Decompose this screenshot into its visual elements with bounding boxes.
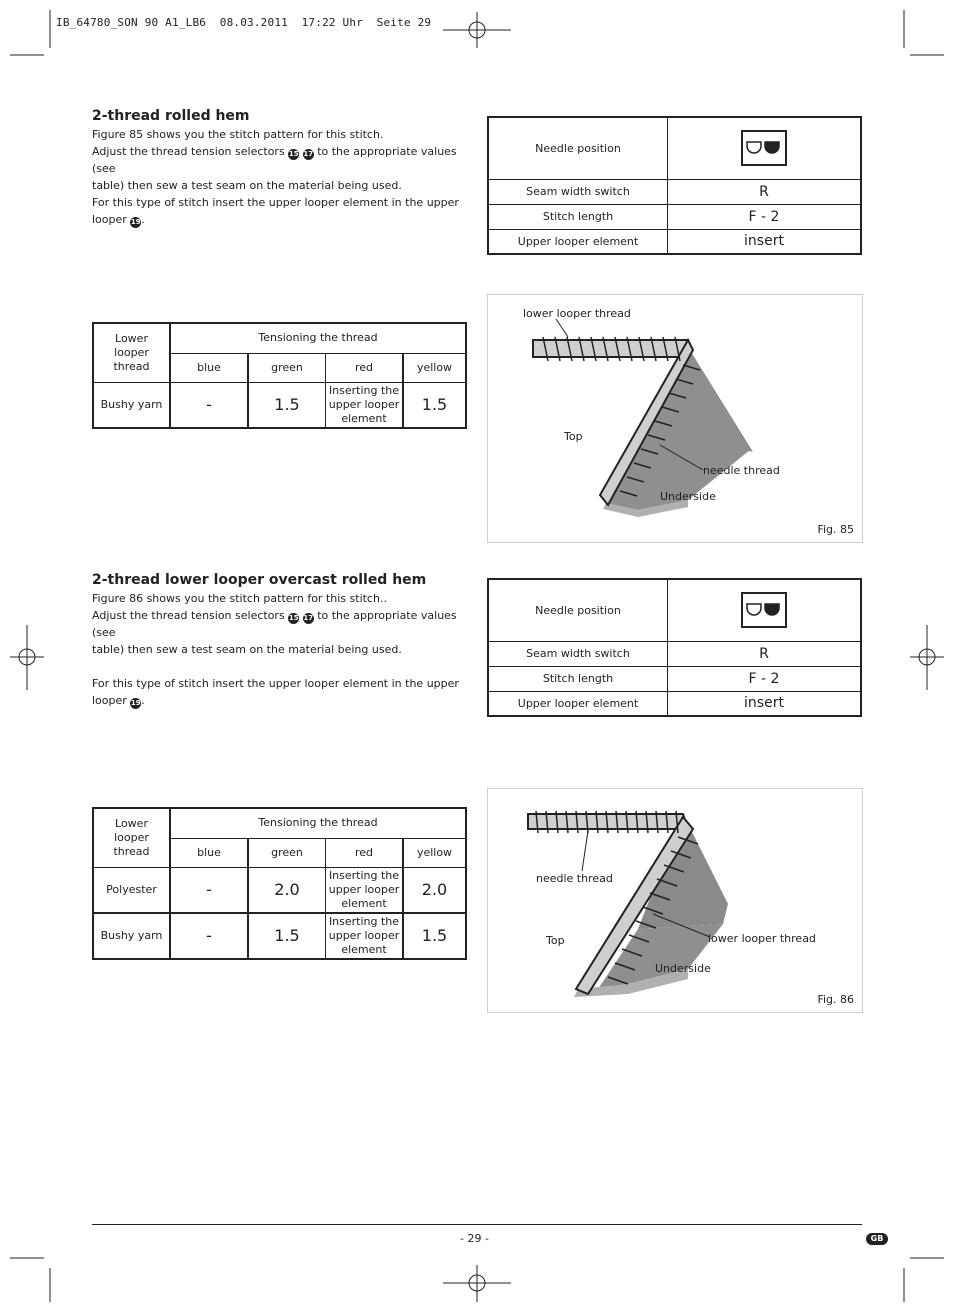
marker-17-icon: 17 xyxy=(303,614,314,622)
settings-table-2 xyxy=(487,578,862,717)
registration-mark-icon xyxy=(910,625,944,690)
needle-position-label: Needle position xyxy=(488,117,668,179)
col-red: red xyxy=(326,838,404,867)
section2-line1: Figure 86 shows you the stitch pattern for this stitch.. xyxy=(92,592,387,605)
upper-looper-label: Upper looper element xyxy=(488,691,668,716)
label-lower-looper-thread: lower looper thread xyxy=(523,307,631,320)
cell-blue: - xyxy=(170,382,248,428)
section2-title: 2-thread lower looper overcast rolled hem xyxy=(92,572,427,588)
row-name: Bushy yarn xyxy=(93,382,170,428)
seam-width-label: Seam width switch xyxy=(488,179,668,204)
seam-width-value: R xyxy=(668,641,862,666)
upper-looper-value: insert xyxy=(668,691,862,716)
marker-15-icon: 15 xyxy=(288,150,299,158)
label-underside: Underside xyxy=(655,962,711,975)
col-yellow: yellow xyxy=(403,838,466,867)
registration-mark-icon xyxy=(443,12,511,48)
table-row xyxy=(93,382,466,428)
cell-green: 1.5 xyxy=(248,913,326,959)
section2-line4: For this type of stitch insert the upper looper element in the upper looper 19. xyxy=(92,677,459,707)
section2-line2: Adjust the thread tension selectors 15 17 to the appropriate values (see xyxy=(92,609,457,639)
marker-17-icon: 17 xyxy=(303,150,314,158)
registration-mark-icon xyxy=(10,625,44,690)
figure-caption: Fig. 86 xyxy=(817,993,854,1006)
label-underside: Underside xyxy=(660,490,716,503)
cell-blue: - xyxy=(170,867,248,913)
needle-position-label: Needle position xyxy=(488,579,668,641)
tension-table-2 xyxy=(92,807,467,960)
col-green: green xyxy=(248,838,326,867)
stitch-length-value: F - 2 xyxy=(668,666,862,691)
upper-looper-label: Upper looper element xyxy=(488,229,668,254)
print-header: IB_64780_SON 90 A1_LB6 08.03.2011 17:22 Uhr Seite 29 xyxy=(56,16,432,29)
col-green: green xyxy=(248,353,326,382)
registration-mark-icon xyxy=(443,1265,511,1302)
needle-position-value xyxy=(668,579,862,641)
label-lower-looper-thread: lower looper thread xyxy=(708,932,816,945)
needle-position-icon xyxy=(741,592,787,628)
cell-blue: - xyxy=(170,913,248,959)
cell-yellow: 1.5 xyxy=(403,382,466,428)
section1-body xyxy=(92,126,472,228)
cell-yellow: 1.5 xyxy=(403,913,466,959)
needle-position-value xyxy=(668,117,862,179)
col-yellow: yellow xyxy=(403,353,466,382)
seam-width-value: R xyxy=(668,179,862,204)
footer-rule xyxy=(92,1224,862,1225)
section2-line3: table) then sew a test seam on the material being used. xyxy=(92,643,402,656)
table-row xyxy=(93,913,466,959)
col-blue: blue xyxy=(170,353,248,382)
lower-looper-header: Lower looper thread xyxy=(93,323,170,382)
section1-title: 2-thread rolled hem xyxy=(92,108,250,124)
marker-15-icon: 15 xyxy=(288,614,299,622)
section2-body xyxy=(92,590,472,709)
upper-looper-value: insert xyxy=(668,229,862,254)
stitch-length-label: Stitch length xyxy=(488,204,668,229)
stitch-illustration-86 xyxy=(488,789,862,1012)
cell-yellow: 2.0 xyxy=(403,867,466,913)
col-red: red xyxy=(326,353,404,382)
figure-caption: Fig. 85 xyxy=(817,523,854,536)
cell-red: Inserting the upper looper element xyxy=(326,382,404,428)
label-top: Top xyxy=(546,934,565,947)
tension-table-1 xyxy=(92,322,467,429)
tensioning-header: Tensioning the thread xyxy=(170,808,466,838)
section1-line4: For this type of stitch insert the upper looper element in the upper looper 19. xyxy=(92,196,459,226)
col-blue: blue xyxy=(170,838,248,867)
row-name: Polyester xyxy=(93,867,170,913)
lower-looper-header: Lower looper thread xyxy=(93,808,170,867)
cell-green: 1.5 xyxy=(248,382,326,428)
language-badge: GB xyxy=(866,1233,888,1245)
label-needle-thread: needle thread xyxy=(703,464,780,477)
table-row xyxy=(93,867,466,913)
marker-19-icon: 19 xyxy=(130,699,141,707)
cell-green: 2.0 xyxy=(248,867,326,913)
seam-width-label: Seam width switch xyxy=(488,641,668,666)
cell-red: Inserting the upper looper element xyxy=(326,913,404,959)
row-name: Bushy yarn xyxy=(93,913,170,959)
settings-table-1 xyxy=(487,116,862,255)
needle-position-icon xyxy=(741,130,787,166)
section1-text xyxy=(92,108,472,228)
section1-line1: Figure 85 shows you the stitch pattern for this stitch. xyxy=(92,128,384,141)
figure-85 xyxy=(487,294,863,543)
figure-86 xyxy=(487,788,863,1013)
stitch-length-value: F - 2 xyxy=(668,204,862,229)
marker-19-icon: 19 xyxy=(130,218,141,226)
section1-line2: Adjust the thread tension selectors 15 17 to the appropriate values (see xyxy=(92,145,457,175)
section1-line3: table) then sew a test seam on the material being used. xyxy=(92,179,402,192)
tensioning-header: Tensioning the thread xyxy=(170,323,466,353)
cell-red: Inserting the upper looper element xyxy=(326,867,404,913)
label-top: Top xyxy=(564,430,583,443)
section2-text xyxy=(92,572,472,709)
stitch-length-label: Stitch length xyxy=(488,666,668,691)
stitch-illustration-85 xyxy=(488,295,862,542)
label-needle-thread: needle thread xyxy=(536,872,613,885)
page-number: - 29 - xyxy=(460,1232,489,1245)
